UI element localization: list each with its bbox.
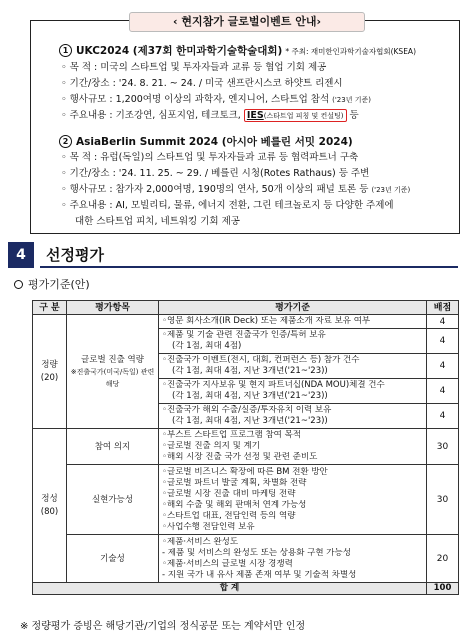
item-technology: 기술성 xyxy=(67,535,159,583)
header-criteria: 평가기준 xyxy=(159,301,427,315)
group-qualitative: 정성 (80) xyxy=(33,429,67,583)
table-row xyxy=(33,315,459,329)
number-circle-icon: 2 xyxy=(59,135,72,148)
header-gubun: 구 분 xyxy=(33,301,67,315)
score-cell: 30 xyxy=(427,465,459,535)
event-item-continued: 대한 스타트업 피치, 네트워킹 기회 제공 xyxy=(75,216,240,227)
global-event-info-box xyxy=(30,15,460,234)
score-cell: 30 xyxy=(427,429,459,465)
table-row xyxy=(33,465,459,535)
table-row xyxy=(33,535,459,583)
header-item: 평가항목 xyxy=(67,301,159,315)
score-cell: 4 xyxy=(427,404,459,429)
event-organizer: * 주최: 재미한인과학기술자협회(KSEA) xyxy=(285,47,416,56)
item-participation-will: 참여 의지 xyxy=(67,429,159,465)
score-cell: 4 xyxy=(427,315,459,329)
info-box-body xyxy=(59,43,455,230)
event-item: ◦ 주요내용 : AI, 모빌리티, 물류, 에너지 전환, 그린 테크놀로지 등 다양한 주제에 xyxy=(61,200,394,211)
score-cell: 20 xyxy=(427,535,459,583)
circle-bullet-icon xyxy=(14,280,23,289)
highlight-box: IES(스타트업 피칭 및 컨설팅) xyxy=(244,109,347,122)
header-score: 배점 xyxy=(427,301,459,315)
criteria-cell: ◦진출국가 이벤트(전시, 대회, 컨퍼런스 등) 참가 건수 (각 1점, 최대 4점, 지난 3개년('21~'23)) xyxy=(159,354,427,379)
event-item: ◦ 목 적 : 미국의 스타트업 및 투자자들과 교류 등 협업 기회 제공 xyxy=(61,62,327,73)
group-quantitative: 정량 (20) xyxy=(33,315,67,429)
item-feasibility: 실현가능성 xyxy=(67,465,159,535)
score-cell: 4 xyxy=(427,354,459,379)
table-row xyxy=(33,429,459,465)
section-title: 선정평가 xyxy=(40,242,458,268)
info-box-banner: ‹ 현지참가 글로벌이벤트 안내› xyxy=(129,12,365,32)
total-label: 합 계 xyxy=(33,583,427,595)
criteria-cell: ◦영문 회사소개(IR Deck) 또는 제품소개 자료 보유 여부 xyxy=(159,315,427,329)
criteria-cell: ◦제품·서비스 완성도 - 제품 및 서비스의 완성도 또는 상용화 구현 가능성 ◦제품·서비스의 글로벌 시장 경쟁력 - 지원 국가 내 유사 제품 존재 여부 및 기술적 차별성 xyxy=(159,535,427,583)
criteria-cell: ◦제품 및 기술 관련 진출국가 인증/특허 보유 (각 1점, 최대 4점) xyxy=(159,329,427,354)
section-number-badge: 4 xyxy=(8,242,34,268)
event-item: ◦ 기간/장소 : '24. 11. 25. ~ 29. / 베를린 시청(Rotes Rathaus) 등 주변 xyxy=(61,168,370,179)
event-item: ◦ 목 적 : 유럽(독일)의 스타트업 및 투자자들과 교류 등 협력파트너 구축 xyxy=(61,152,359,163)
criteria-cell: ◦진출국가 해외 수출/실증/투자유치 이력 보유 (각 1점, 최대 4점, 지난 3개년('21~'23)) xyxy=(159,404,427,429)
event-item: ◦ 행사규모 : 1,200여명 이상의 과학자, 엔지니어, 스타트업 참석 ('23년 기준) xyxy=(61,94,371,105)
footnote: ※ 정량평가 증빙은 해당기관/기업의 정식공문 또는 계약서만 인정 xyxy=(20,621,306,632)
total-row xyxy=(33,583,459,595)
criteria-cell: ◦부스트 스타트업 프로그램 참여 목적 ◦글로벌 진출 의지 및 계기 ◦해외 시장 진출 국가 선정 및 관련 준비도 xyxy=(159,429,427,465)
score-cell: 4 xyxy=(427,379,459,404)
criteria-cell: ◦진출국가 지사보유 및 현지 파트너십(NDA MOU)체결 건수 (각 1점, 최대 4점, 지난 3개년('21~'23)) xyxy=(159,379,427,404)
event-title-ukc2024: 1 UKC2024 (제37회 한미과학기술학술대회) * 주최: 재미한인과학기술자협회(KSEA) xyxy=(59,43,455,60)
subheading: 평가기준(안) xyxy=(14,278,90,292)
event-item: ◦ 기간/장소 : '24. 8. 21. ~ 24. / 미국 샌프란시스코 하얏트 리젠시 xyxy=(61,78,343,89)
event-title-asiaberlin: 2 AsiaBerlin Summit 2024 (아시아 베를린 서밋 2024) xyxy=(59,134,455,150)
event-item: ◦ 주요내용 : 기조강연, 심포지엄, 테크토크, IES(스타트업 피칭 및 컨설팅) 등 xyxy=(61,110,359,121)
event-item: ◦ 행사규모 : 참가자 2,000여명, 190명의 연사, 50개 이상의 패널 토론 등 ('23년 기준) xyxy=(61,184,411,195)
evaluation-criteria-table xyxy=(32,300,459,595)
score-cell: 4 xyxy=(427,329,459,354)
criteria-cell: ◦글로벌 비즈니스 확장에 따른 BM 전환 방안 ◦글로벌 파트너 발굴 계획, 차별화 전략 ◦글로벌 시장 진출 대비 마케팅 전략 ◦해외 수출 및 해외 판매처 연계 가능성 ◦스타트업 대표, 전담인력 등의 역량 ◦사업수행 전담인력 보유 xyxy=(159,465,427,535)
total-score: 100 xyxy=(427,583,459,595)
item-global-capability: 글로벌 진출 역량 ※진출국가(미국/독일) 관련 해당 xyxy=(67,315,159,429)
number-circle-icon: 1 xyxy=(59,44,72,57)
